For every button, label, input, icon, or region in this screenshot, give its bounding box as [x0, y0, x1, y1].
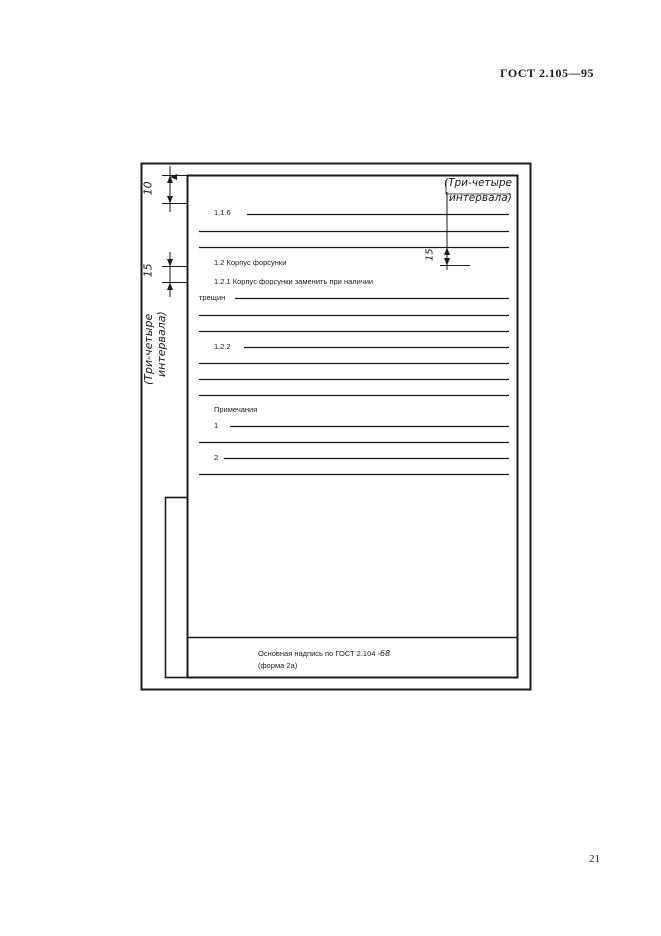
dimension-label-top: 10: [141, 181, 155, 196]
dimension-label-right: 15: [424, 248, 436, 262]
page-number: 21: [589, 853, 600, 865]
title-block-line2: (форма 2а): [258, 661, 298, 670]
item-1-2-1: 1.2.1 Корпус форсунки заменить при наличии: [214, 277, 374, 286]
note-2: 2: [214, 453, 219, 462]
section-1-2: 1.2 Корпус форсунки: [214, 258, 287, 267]
dimension-top-margin: [162, 166, 187, 212]
side-strip-box: [166, 498, 188, 678]
side-note-line2: интервала): [154, 311, 168, 377]
spacing-note-top: (Три-четыре: [444, 177, 512, 189]
item-1-2-1-cont: трещин: [199, 293, 226, 302]
title-block-year: 68: [380, 649, 391, 658]
spacing-note-bottom: интервала): [449, 192, 512, 204]
note-1: 1: [214, 421, 219, 430]
side-note-line1: (Три-четыре: [142, 313, 155, 385]
title-block-standard: Основная надпись по ГОСТ 2.104 -: [258, 649, 380, 658]
text-lines: [199, 215, 509, 475]
notes-title: Примечания: [214, 405, 258, 414]
side-note: [143, 289, 179, 385]
item-1-2-2: 1.2.2: [214, 342, 231, 351]
title-block-line1: [258, 649, 390, 658]
standard-header: ГОСТ 2.105—95: [500, 66, 594, 80]
item-1-1-6: 1.1.6: [214, 208, 231, 217]
dimension-label-left: 15: [141, 263, 155, 278]
